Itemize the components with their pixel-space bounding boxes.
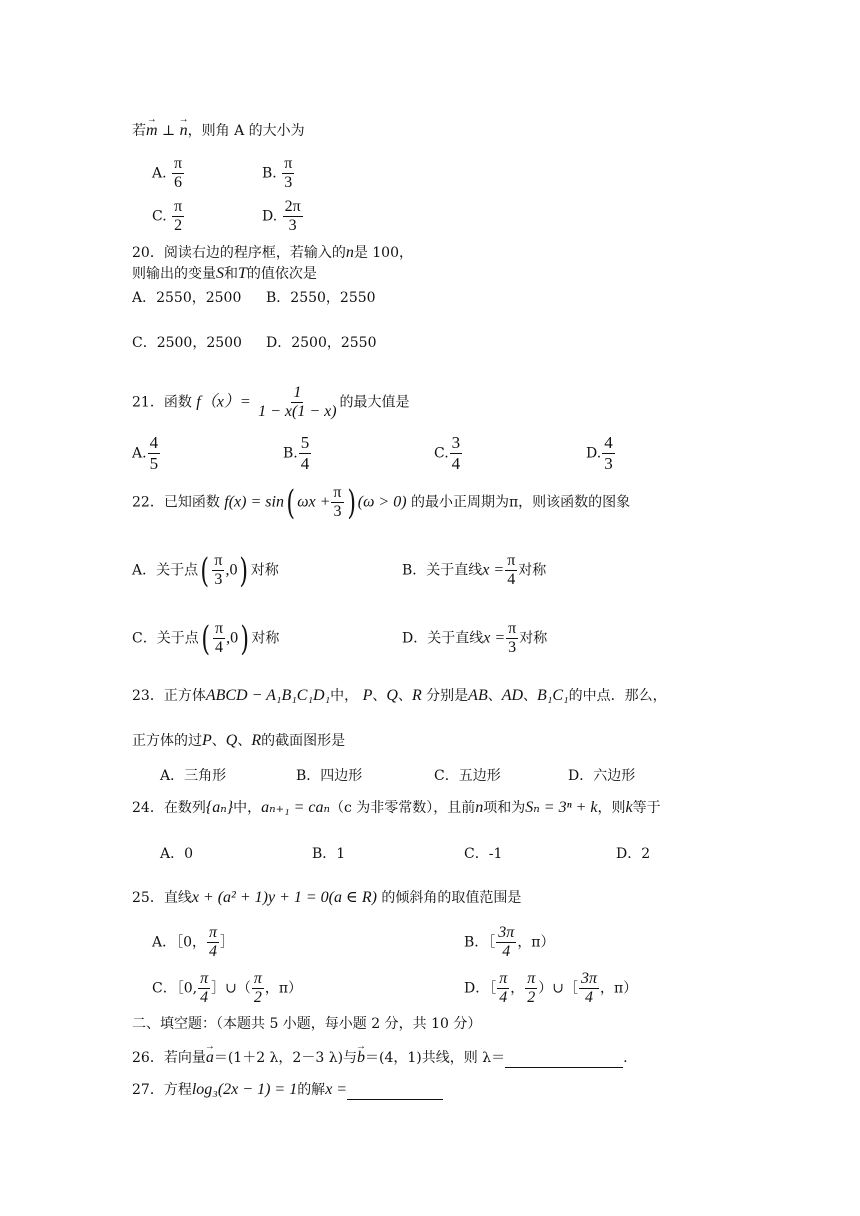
option-label: C.	[152, 208, 167, 225]
text: 等于	[632, 800, 661, 816]
point-p: P	[202, 732, 212, 749]
denominator: 4	[585, 989, 593, 1006]
numerator: 2π	[284, 198, 301, 215]
text: 27．方程	[132, 1082, 192, 1098]
q24-stem	[132, 798, 661, 818]
var-s: S	[216, 265, 224, 282]
denominator: 2	[527, 989, 536, 1006]
q25-stem	[132, 888, 521, 908]
text: （c 为非零常数），且前	[329, 800, 476, 816]
text: 、	[237, 733, 252, 749]
fraction	[198, 970, 210, 1007]
fraction	[213, 620, 225, 657]
vector-m: → m	[146, 121, 158, 141]
q26-stem	[132, 1048, 628, 1068]
text: B．关于直线	[402, 562, 483, 579]
denominator: 3	[214, 571, 223, 588]
option-label: D.	[586, 445, 602, 462]
text: 25．直线	[132, 890, 192, 906]
q23-option-a: A．三角形	[160, 768, 227, 784]
text: 、	[397, 688, 412, 704]
left-paren: (	[286, 482, 295, 523]
text: ，	[510, 980, 525, 997]
text: ］∪（	[211, 980, 251, 997]
var-n: n	[345, 244, 354, 261]
numerator: 3π	[581, 970, 598, 987]
numerator: π	[209, 924, 218, 941]
text: 项和为	[483, 800, 526, 816]
fraction	[212, 552, 224, 589]
numerator: 3	[451, 433, 461, 452]
q24-option-a: A．0	[160, 846, 194, 862]
q23-option-d: D．六边形	[568, 768, 636, 784]
recurrence: aₙ₊₁ = caₙ	[261, 799, 330, 816]
text: 中，	[233, 800, 262, 816]
text: D．［	[464, 980, 497, 997]
fraction	[497, 970, 509, 1007]
var-k: k	[625, 799, 633, 816]
fraction	[506, 620, 518, 657]
text: 20．阅读右边的程序框，若输入的	[132, 245, 346, 261]
q23-option-c: C．五边形	[434, 768, 501, 784]
text: 的解	[297, 1082, 326, 1098]
text: 26．若向量	[132, 1050, 206, 1066]
text: A．关于点	[132, 562, 199, 579]
fraction	[525, 970, 537, 1007]
line-equation: x + (a² + 1)y + 1 = 0(a ∈ R)	[191, 889, 377, 906]
fraction	[602, 433, 615, 474]
q19-option-d	[262, 198, 304, 235]
numerator: π	[214, 552, 223, 569]
text: ，则	[597, 800, 626, 816]
text: 中，	[330, 688, 359, 704]
option-label: D.	[262, 208, 278, 225]
fraction	[579, 970, 599, 1007]
q20-option-c: C．2500，2500	[132, 335, 242, 351]
text: .	[623, 1050, 628, 1066]
text: 、	[211, 733, 226, 749]
coord-tail: ,0	[226, 629, 239, 647]
fraction	[207, 924, 219, 961]
log-equation: log₃(2x − 1) = 1	[191, 1081, 298, 1098]
denominator: 4	[451, 454, 461, 473]
fraction	[256, 384, 338, 421]
text: 、	[372, 688, 387, 704]
function-expression: f(x) = sin	[224, 493, 284, 511]
numerator: π	[253, 970, 262, 987]
var-x: x =	[325, 1081, 348, 1098]
right-paren: )	[240, 618, 250, 659]
fraction	[283, 198, 303, 235]
text: 的倾斜角的取值范围是	[381, 890, 522, 906]
q19-stem	[132, 121, 305, 141]
text: 的中点．那么，	[568, 688, 667, 704]
right-paren: )	[239, 550, 249, 591]
q25-option-c	[152, 970, 302, 1007]
var-n: n	[475, 799, 484, 816]
vector-b: → b	[357, 1048, 365, 1068]
numerator: π	[499, 970, 508, 987]
q24-option-c: C．-1	[464, 846, 503, 862]
q20-option-a: A．2550，2500	[132, 290, 242, 306]
text: ，π）	[264, 980, 303, 997]
q25-option-d	[464, 970, 637, 1007]
fraction	[172, 155, 184, 192]
left-paren: (	[200, 550, 210, 591]
segment-b1c1: B₁C₁	[537, 687, 569, 704]
q20-line1	[132, 243, 413, 263]
vector-a: → a	[206, 1048, 214, 1068]
var-x: x =	[483, 629, 506, 647]
text: 、	[487, 688, 502, 704]
sum-formula: Sₙ = 3ⁿ + k	[525, 799, 598, 816]
q23-option-b: B．四边形	[296, 768, 363, 784]
text: D．关于直线	[402, 630, 484, 647]
text: 则输出的变量	[132, 266, 216, 282]
text: 、	[523, 688, 538, 704]
text: 24．在数列	[132, 800, 206, 816]
text: 对称	[519, 630, 548, 647]
text: 的截面图形是	[261, 733, 346, 749]
denominator: 3	[508, 639, 517, 656]
text: A．［0，	[152, 934, 207, 951]
option-label: A.	[152, 165, 167, 182]
fraction	[299, 433, 312, 474]
segment-ab: AB	[468, 687, 488, 704]
sequence: {aₙ}	[205, 799, 234, 816]
fraction	[496, 924, 516, 961]
q19-option-a	[152, 155, 185, 192]
text: 的最小正周期为π，则该函数的图象	[410, 494, 631, 511]
numerator: π	[333, 484, 342, 501]
q21-option-b	[283, 433, 312, 474]
answer-blank[interactable]	[347, 1099, 443, 1100]
coord-tail: ,0	[225, 561, 238, 579]
q19-option-c	[152, 198, 185, 235]
text: 和	[224, 266, 238, 282]
q20-line2	[132, 264, 317, 284]
perp-symbol: ⊥	[162, 123, 176, 139]
q27-stem	[132, 1080, 443, 1100]
q20-option-d: D．2500，2550	[266, 335, 377, 351]
fraction	[148, 433, 161, 474]
vector-n: → n	[180, 121, 188, 141]
q22-stem	[132, 484, 630, 521]
option-label: A.	[132, 445, 147, 462]
denominator: 4	[300, 454, 310, 473]
answer-blank[interactable]	[505, 1067, 623, 1068]
denominator: 3	[288, 217, 297, 234]
q22-option-c	[132, 620, 279, 657]
denominator: 3	[604, 454, 613, 473]
var-x: x =	[482, 561, 505, 579]
option-label: B.	[283, 445, 298, 462]
fraction	[252, 970, 264, 1007]
text: ，π）	[600, 980, 638, 997]
condition: (ω > 0)	[357, 493, 407, 511]
left-paren: (	[201, 618, 210, 659]
denominator: 1 − x(1 − x)	[258, 403, 337, 420]
numerator: 1	[293, 384, 302, 401]
q21-stem	[132, 384, 410, 421]
text: 正方体的过	[132, 733, 202, 749]
denominator: 4	[209, 943, 218, 960]
segment-ad: AD	[501, 687, 524, 704]
fraction	[505, 552, 517, 589]
point-q: Q	[386, 687, 398, 704]
numerator: 4	[604, 433, 613, 452]
text: 是 100，	[353, 245, 413, 261]
q23-line2	[132, 731, 345, 751]
q22-option-a	[132, 552, 279, 589]
text: C．关于点	[132, 630, 199, 647]
text: ）∪［	[538, 980, 578, 997]
option-label: B.	[262, 165, 277, 182]
point-r: R	[411, 687, 422, 704]
denominator: 4	[215, 639, 224, 656]
denominator: 4	[200, 989, 209, 1006]
cube-name: ABCD − A₁B₁C₁D₁	[205, 687, 331, 704]
text: 23．正方体	[132, 688, 206, 704]
denominator: 4	[507, 571, 516, 588]
text: ］	[220, 934, 235, 951]
option-label: C.	[434, 445, 449, 462]
q19-option-b	[262, 155, 295, 192]
text: 的最大值是	[339, 394, 410, 411]
q19-prefix: 若	[132, 123, 146, 139]
fraction	[282, 155, 294, 192]
denominator: 4	[499, 989, 508, 1006]
q21-option-c	[434, 433, 463, 474]
q22-option-d	[402, 620, 547, 657]
numerator: 3π	[498, 924, 515, 941]
q23-line1	[132, 686, 667, 706]
numerator: 5	[300, 433, 310, 452]
numerator: 4	[149, 433, 159, 452]
denominator: 5	[149, 454, 159, 473]
numerator: π	[284, 155, 293, 172]
text: ＝(4，1)共线，则 λ＝	[365, 1050, 506, 1066]
denominator: 3	[333, 503, 342, 520]
text: 分别是	[426, 688, 469, 704]
text: 21．函数	[132, 394, 192, 411]
numerator: π	[527, 970, 536, 987]
q22-option-b	[402, 552, 546, 589]
section-heading: 二、填空题：（本题共 5 小题，每小题 2 分，共 10 分）	[132, 1016, 482, 1032]
q24-option-d: D．2	[616, 846, 651, 862]
numerator: π	[174, 155, 183, 172]
q24-option-b: B．1	[312, 846, 346, 862]
numerator: π	[508, 620, 517, 637]
text: ，π）	[517, 934, 555, 951]
numerator: π	[200, 970, 209, 987]
fraction	[450, 433, 463, 474]
point-q: Q	[225, 732, 238, 749]
argument: ωx +	[297, 493, 331, 511]
right-paren: )	[346, 482, 356, 523]
numerator: π	[507, 552, 516, 569]
function-name: f（x）=	[196, 393, 251, 411]
text: 对称	[250, 562, 279, 579]
point-p: P	[362, 687, 373, 704]
denominator: 2	[174, 217, 183, 234]
numerator: π	[214, 620, 224, 637]
denominator: 2	[253, 989, 262, 1006]
text: B．［	[464, 934, 496, 951]
q25-option-a	[152, 924, 234, 961]
var-t: T	[238, 265, 247, 282]
denominator: 3	[284, 174, 293, 191]
text: 的值依次是	[246, 266, 317, 282]
q19-suffix: ，则角 A 的大小为	[187, 123, 305, 139]
q25-option-b	[464, 924, 555, 961]
denominator: 6	[174, 174, 183, 191]
text: C．［0,	[152, 980, 198, 997]
point-r: R	[251, 732, 262, 749]
fraction	[172, 198, 184, 235]
text: 对称	[518, 562, 547, 579]
fraction	[331, 484, 343, 521]
numerator: π	[174, 198, 183, 215]
q21-option-d	[586, 433, 616, 474]
text: 22．已知函数	[132, 494, 220, 511]
q21-option-a	[132, 433, 161, 474]
denominator: 4	[502, 943, 511, 960]
text: ＝(1＋2 λ，2－3 λ)与	[213, 1050, 358, 1066]
text: 对称	[251, 630, 280, 647]
q20-option-b: B．2550，2550	[266, 290, 376, 306]
